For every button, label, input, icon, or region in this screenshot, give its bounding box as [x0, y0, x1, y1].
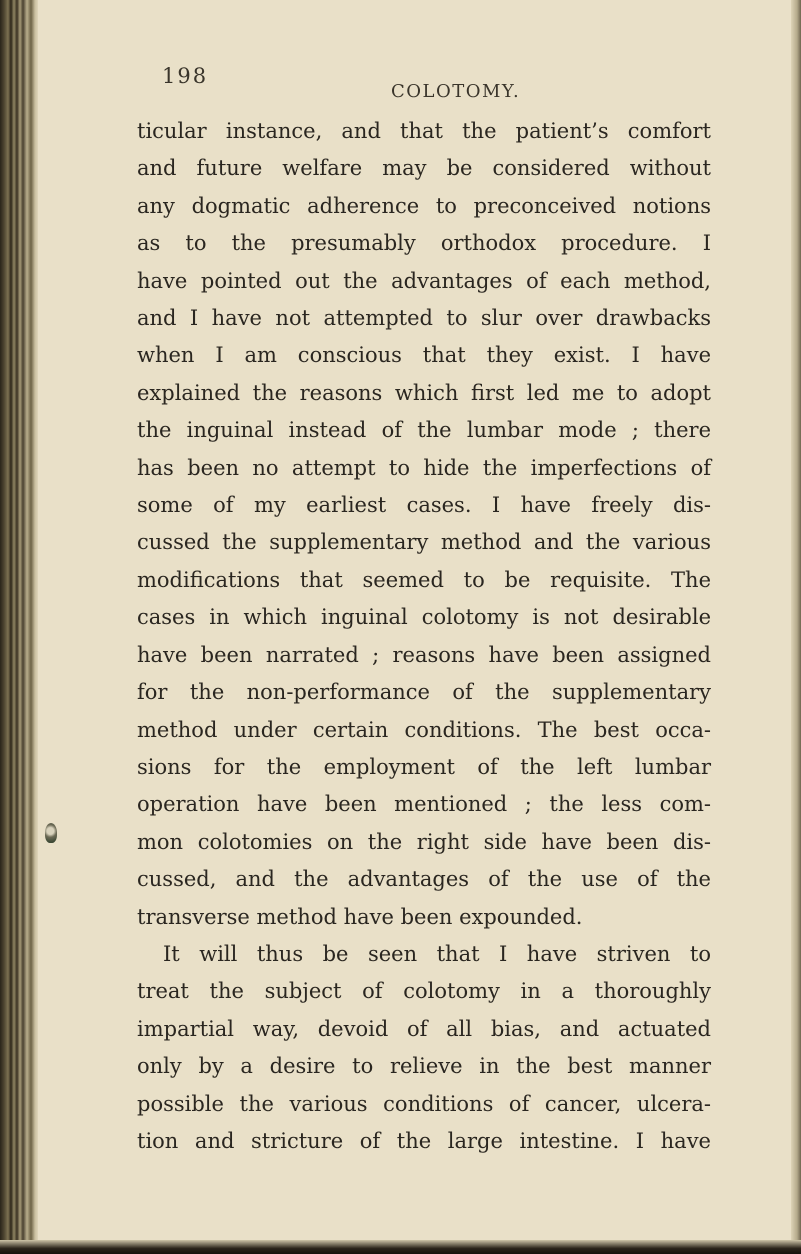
text-line: sions for the employment of the left lumbar — [137, 754, 711, 779]
text-line: modifications that seemed to be requisite. The — [137, 567, 711, 592]
text-line: cussed, and the advantages of the use of the — [137, 867, 711, 892]
text-line: explained the reasons which first led me to adopt — [137, 380, 711, 405]
body-text — [137, 113, 711, 1160]
text-line: and future welfare may be considered without — [137, 156, 711, 181]
text-line: and I have not attempted to slur over drawbacks — [137, 306, 711, 331]
page-right-edge — [791, 0, 801, 1254]
text-line: impartial way, devoid of all bias, and actuated — [137, 1016, 711, 1041]
margin-stain-icon — [45, 823, 57, 843]
text-line: have been narrated ; reasons have been assigned — [137, 642, 711, 667]
text-line: cases in which inguinal colotomy is not desirable — [137, 605, 711, 630]
text-line: any dogmatic adherence to preconceived notions — [137, 193, 711, 218]
text-line: method under certain conditions. The best occa- — [137, 717, 711, 742]
text-line: mon colotomies on the right side have been dis- — [137, 829, 711, 854]
text-line: only by a desire to relieve in the best manner — [137, 1054, 711, 1079]
text-line: tion and stricture of the large intestine. I have — [137, 1128, 711, 1153]
running-head: COLOTOMY. — [391, 81, 521, 102]
text-line: some of my earliest cases. I have freely dis- — [137, 493, 711, 518]
text-line: the inguinal instead of the lumbar mode ; there — [137, 418, 711, 443]
text-line: when I am conscious that they exist. I have — [137, 343, 711, 368]
text-line: for the non-performance of the supplementary — [137, 680, 711, 705]
text-line: ticular instance, and that the patient’s comfort — [137, 119, 711, 143]
text-line: have pointed out the advantages of each method, — [137, 268, 711, 293]
text-line: has been no attempt to hide the imperfections of — [137, 455, 711, 480]
text-line: possible the various conditions of cancer, ulcera- — [137, 1091, 711, 1116]
text-line: It will thus be seen that I have striven to — [163, 941, 711, 966]
text-line: as to the presumably orthodox procedure. I — [137, 231, 711, 256]
text-line: treat the subject of colotomy in a thoroughly — [137, 979, 711, 1004]
page-bottom-edge — [0, 1240, 801, 1254]
binding-gutter — [0, 0, 38, 1254]
text-line: operation have been mentioned ; the less com- — [137, 792, 711, 817]
text-line: transverse method have been expounded. — [137, 904, 583, 929]
page-number: 198 — [162, 64, 209, 88]
text-line: cussed the supplementary method and the various — [137, 530, 711, 555]
